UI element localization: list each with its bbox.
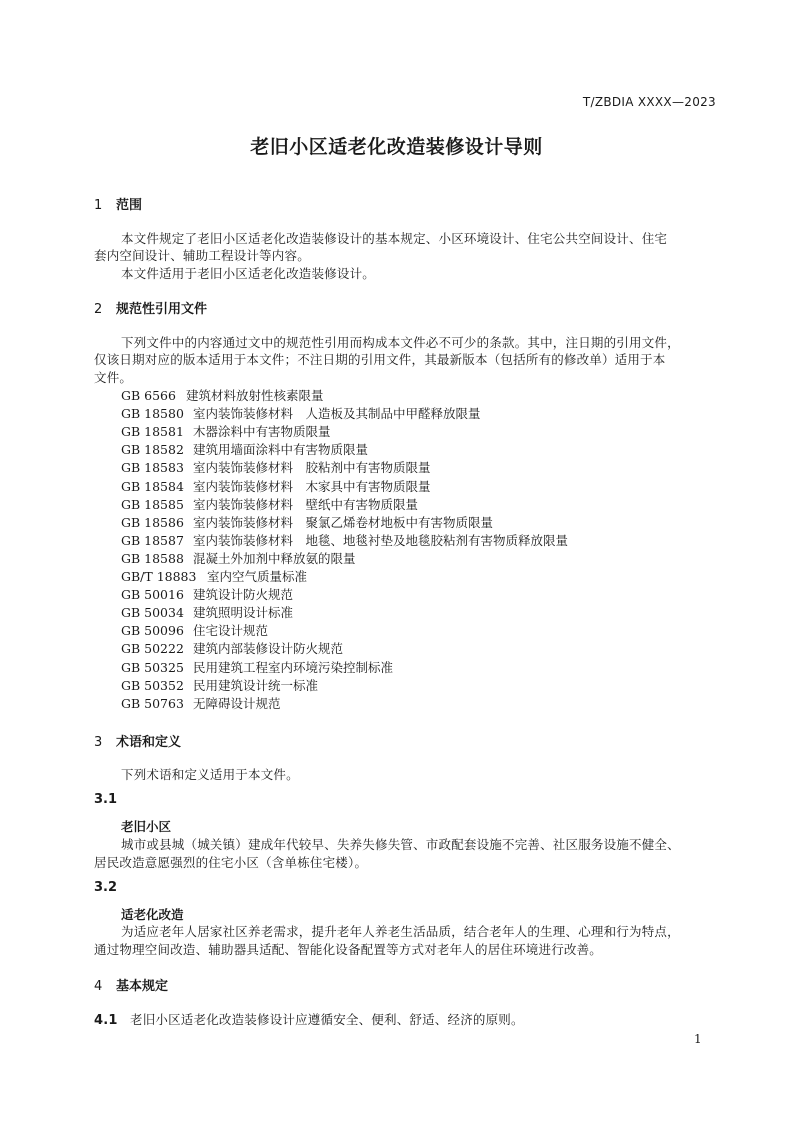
reference-title: 建筑照明设计标准 (193, 605, 294, 621)
reference-code: GB 18585 (121, 496, 184, 512)
paragraph-line: 居民改造意愿强烈的住宅小区（含单栋住宅楼）。 (94, 855, 368, 870)
paragraph-line: 下列术语和定义适用于本文件。 (121, 767, 299, 782)
reference-code: GB 18588 (121, 550, 184, 566)
reference-item (121, 513, 493, 531)
reference-title: 混凝土外加剂中释放氨的限量 (193, 550, 356, 566)
paragraph-line: 为适应老年人居家社区养老需求，提升老年人养老生活品质，结合老年人的生理、心理和行为特点， (121, 924, 680, 939)
reference-item (121, 585, 293, 603)
section-1-heading (94, 194, 142, 213)
clause-number: 4.1 (94, 1013, 118, 1028)
section-title: 术语和定义 (116, 735, 182, 750)
reference-code: GB 18587 (121, 532, 184, 548)
paragraph-line: 下列文件中的内容通过文中的规范性引用而构成本文件必不可少的条款。其中，注日期的引用文件， (121, 335, 680, 350)
reference-title: 室内装饰装修材料 木家具中有害物质限量 (193, 478, 431, 494)
term-number: 3.2 (94, 880, 118, 895)
reference-title: 民用建筑设计统一标准 (193, 677, 319, 693)
clause-text: 老旧小区适老化改造装修设计应遵循安全、便利、舒适、经济的原则。 (130, 1012, 524, 1027)
term-name: 老旧小区 (121, 819, 172, 834)
section-4-heading (94, 975, 168, 994)
reference-code: GB 50222 (121, 641, 184, 657)
paragraph-line: 套内空间设计、辅助工程设计等内容。 (94, 248, 310, 263)
document-title: 老旧小区适老化改造装修设计导则 (250, 136, 543, 158)
paragraph-line: 仅该日期对应的版本适用于本文件；不注日期的引用文件，其最新版本（包括所有的修改单）适用于本 (94, 352, 666, 367)
paragraph-line: 通过物理空间改造、辅助器具适配、智能化设备配置等方式对老年人的居住环境进行改善。 (94, 942, 603, 957)
reference-item (121, 477, 431, 495)
section-number: 4 (94, 979, 103, 994)
section-number: 1 (94, 198, 103, 213)
reference-item (121, 694, 281, 712)
section-title: 基本规定 (116, 979, 169, 994)
reference-item (121, 458, 431, 476)
reference-title: 住宅设计规范 (193, 623, 269, 639)
reference-title: 木器涂料中有害物质限量 (193, 424, 331, 440)
reference-title: 室内装饰装修材料 人造板及其制品中甲醛释放限量 (193, 406, 481, 422)
page-number: 1 (694, 1032, 702, 1046)
reference-title: 民用建筑工程室内环境污染控制标准 (193, 659, 394, 675)
reference-item (121, 404, 481, 422)
section-title: 范围 (116, 198, 143, 213)
section-3-heading (94, 731, 181, 750)
reference-title: 建筑用墙面涂料中有害物质限量 (193, 442, 369, 458)
reference-title: 室内装饰装修材料 壁纸中有害物质限量 (193, 496, 419, 512)
section-number: 2 (94, 302, 103, 317)
section-number: 3 (94, 735, 103, 750)
reference-item (121, 567, 307, 585)
reference-code: GB 18581 (121, 424, 184, 440)
reference-item (121, 621, 268, 639)
reference-title: 无障碍设计规范 (193, 695, 281, 711)
reference-title: 室内空气质量标准 (207, 569, 308, 584)
term-name: 适老化改造 (121, 907, 184, 922)
clause-4-1 (94, 1010, 524, 1028)
reference-item (121, 603, 293, 621)
reference-title: 室内装饰装修材料 聚氯乙烯卷材地板中有害物质限量 (193, 514, 494, 530)
reference-code: GB 18583 (121, 460, 184, 476)
reference-title: 建筑设计防火规范 (193, 587, 294, 603)
reference-code: GB 50763 (121, 695, 184, 711)
reference-item (121, 386, 324, 404)
term-number: 3.1 (94, 792, 118, 807)
paragraph-line: 本文件规定了老旧小区适老化改造装修设计的基本规定、小区环境设计、住宅公共空间设计、住宅 (121, 231, 668, 246)
reference-code: GB 6566 (121, 388, 176, 403)
reference-title: 建筑材料放射性核素限量 (186, 388, 324, 403)
reference-code: GB 50325 (121, 659, 184, 675)
reference-title: 室内装饰装修材料 胶粘剂中有害物质限量 (193, 460, 431, 476)
section-2-heading (94, 298, 207, 317)
reference-code: GB 18584 (121, 478, 184, 494)
reference-code: GB 50096 (121, 623, 184, 639)
paragraph-line: 城市或县城（城关镇）建成年代较早、失养失修失管、市政配套设施不完善、社区服务设施不健全、 (121, 837, 680, 852)
document-code: T/ZBDIA XXXX—2023 (582, 95, 716, 109)
reference-item (121, 676, 318, 694)
reference-code: GB/T 18883 (121, 569, 197, 584)
reference-code: GB 50016 (121, 587, 184, 603)
section-title: 规范性引用文件 (116, 302, 208, 317)
reference-item (121, 440, 368, 458)
reference-item (121, 495, 418, 513)
paragraph-line: 本文件适用于老旧小区适老化改造装修设计。 (121, 266, 376, 281)
reference-title: 室内装饰装修材料 地毯、地毯衬垫及地毯胶粘剂有害物质释放限量 (193, 532, 569, 548)
reference-code: GB 18582 (121, 442, 184, 458)
reference-code: GB 50034 (121, 605, 184, 621)
reference-code: GB 18580 (121, 406, 184, 422)
paragraph-line: 文件。 (94, 370, 133, 385)
reference-title: 建筑内部装修设计防火规范 (193, 641, 344, 657)
reference-item (121, 549, 356, 567)
reference-item (121, 531, 568, 549)
reference-code: GB 50352 (121, 677, 184, 693)
reference-item (121, 422, 331, 440)
reference-item (121, 639, 343, 657)
reference-code: GB 18586 (121, 514, 184, 530)
reference-item (121, 658, 393, 676)
